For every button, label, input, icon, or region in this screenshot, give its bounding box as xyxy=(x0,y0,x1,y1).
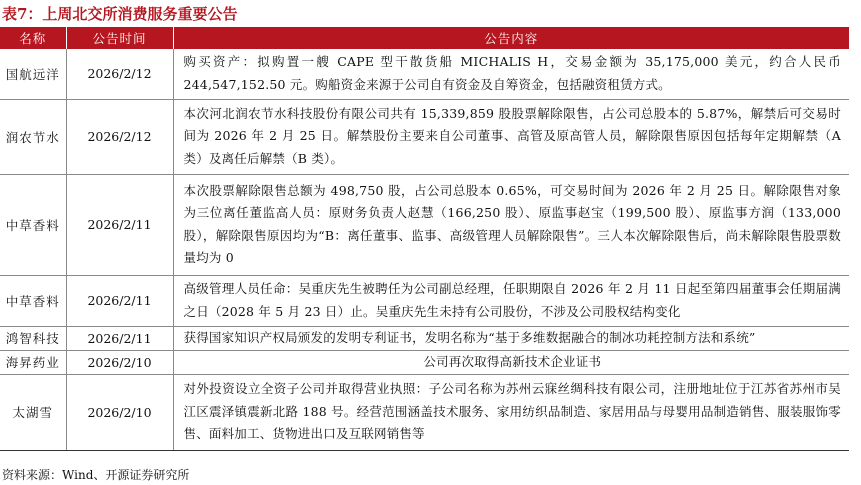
row-announce-date: 2026/2/10 xyxy=(66,374,173,450)
row-announce-content: 购买资产：拟购置一艘 CAPE 型干散货船 MICHALIS H，交易金额为 35,175,000 美元，约合人民币 244,547,152.50 元。购船资金来源于公司自有资金及自筹资金，包括融资租赁方式。 xyxy=(173,49,849,99)
row-company-name: 海昇药业 xyxy=(0,350,66,374)
announcement-table xyxy=(0,27,849,451)
row-announce-content: 对外投资设立全资子公司并取得营业执照：子公司名称为苏州云寐丝绸科技有限公司，注册地址位于江苏省苏州市吴江区震泽镇震新北路 188 号。经营范围涵盖技术服务、家用纺织品制造、家居用品与母婴用品制造销售、服装服饰零售、面料加工、货物进出口及互联网销售等 xyxy=(173,374,849,450)
table-row xyxy=(0,49,849,99)
table-header-row xyxy=(0,27,849,49)
table-row xyxy=(0,275,849,326)
row-announce-date: 2026/2/11 xyxy=(66,326,173,350)
header-date: 公告时间 xyxy=(66,27,173,49)
row-company-name: 中草香料 xyxy=(0,174,66,275)
row-company-name: 中草香料 xyxy=(0,275,66,326)
table-row xyxy=(0,174,849,275)
row-announce-content: 本次河北润农节水科技股份有限公司共有 15,339,859 股股票解除限售，占公司总股本的 5.87%，解禁后可交易时间为 2026 年 2 月 25 日。解禁股份主要来自公司董事、高管及原高管人员，解除限售原因包括每年定期解禁（A 类）及离任后解禁（B 类）。 xyxy=(173,99,849,174)
table-row xyxy=(0,374,849,450)
row-announce-content: 公司再次取得高新技术企业证书 xyxy=(173,350,849,374)
row-announce-date: 2026/2/11 xyxy=(66,174,173,275)
header-content: 公告内容 xyxy=(173,27,849,49)
row-company-name: 太湖雪 xyxy=(0,374,66,450)
table-row xyxy=(0,350,849,374)
row-company-name: 鸿智科技 xyxy=(0,326,66,350)
table-row xyxy=(0,99,849,174)
row-announce-content: 本次股票解除限售总额为 498,750 股，占公司总股本 0.65%，可交易时间为 2026 年 2 月 25 日。解除限售对象为三位离任董监高人员：原财务负责人赵慧（166,250 股）、原监事赵宝（199,500 股）、原监事方润（133,000 股），解除限售原因均为“B：离任董事、监事、高级管理人员解除限售”。三人本次解除限售后，尚未解除限售股票数量均为 0 xyxy=(173,174,849,275)
row-announce-date: 2026/2/12 xyxy=(66,49,173,99)
row-announce-content: 高级管理人员任命：吴重庆先生被聘任为公司副总经理，任职期限自 2026 年 2 月 11 日起至第四届董事会任期届满之日（2028 年 5 月 23 日）止。吴重庆先生未持有公司股份，不涉及公司股权结构变化 xyxy=(173,275,849,326)
row-company-name: 润农节水 xyxy=(0,99,66,174)
source-note: 资料来源：Wind、开源证券研究所 xyxy=(2,468,190,482)
row-announce-content: 获得国家知识产权局颁发的发明专利证书，发明名称为“基于多维数据融合的制冰功耗控制方法和系统” xyxy=(173,326,849,350)
row-announce-date: 2026/2/10 xyxy=(66,350,173,374)
header-name: 名称 xyxy=(0,27,66,49)
row-announce-date: 2026/2/11 xyxy=(66,275,173,326)
row-announce-date: 2026/2/12 xyxy=(66,99,173,174)
table-row xyxy=(0,326,849,350)
table-title: 表7：上周北交所消费服务重要公告 xyxy=(2,5,238,23)
row-company-name: 国航远洋 xyxy=(0,49,66,99)
